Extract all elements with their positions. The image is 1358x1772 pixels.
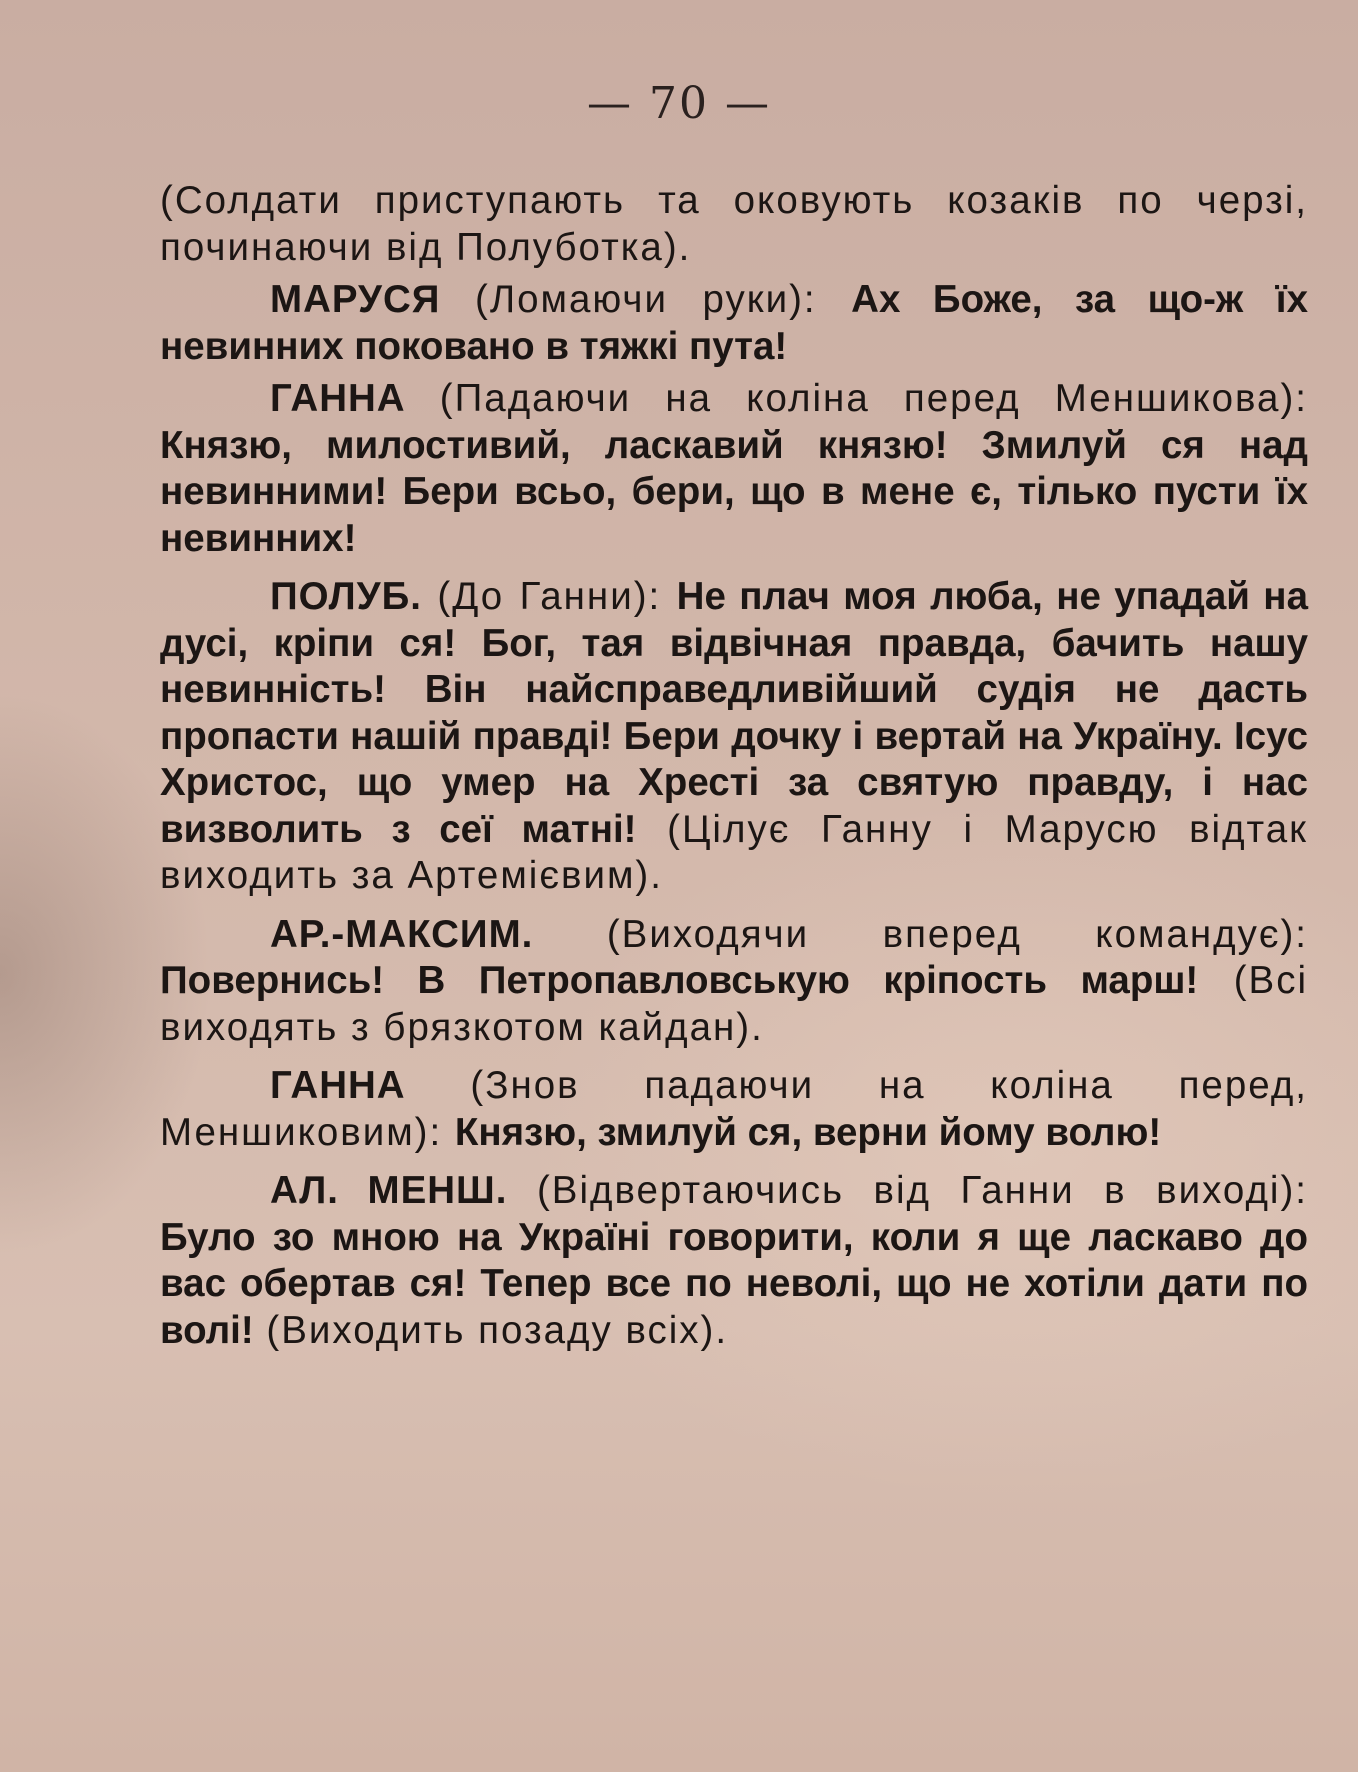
speech-text: Повернись! В Петропавловськую кріпость марш!	[160, 959, 1199, 1002]
page-number: — 70 —	[587, 78, 771, 129]
stage-direction: (Ломаючи руки):	[440, 278, 852, 321]
dialogue-paragraph-maksym	[160, 912, 1308, 1052]
dialogue-paragraph-marusia	[160, 277, 1308, 370]
stage-direction-after: (Всі виходять з брязкотом кайдан).	[160, 959, 1309, 1049]
dialogue-paragraph-hanna-2	[160, 1063, 1308, 1156]
speaker-name: ГАННА	[270, 1064, 406, 1107]
stage-direction: (Падаючи на коліна перед Меншикова):	[405, 377, 1308, 420]
speaker-name: АЛ. МЕНШ.	[270, 1169, 508, 1212]
dialogue-paragraph-mensh	[160, 1168, 1308, 1354]
stage-direction-after: (Цілує Ганну і Марусю відтак виходить за Артемієвим).	[160, 807, 1308, 897]
stage-direction: (Відвертаючись від Ганни в виході):	[507, 1169, 1308, 1212]
stage-direction-after: (Виходить позаду всіх).	[253, 1308, 729, 1352]
stage-direction: (До Ганни):	[422, 575, 677, 618]
speech-text: Не плач моя люба, не упадай на дусі, кріпи ся! Бог, тая відвічная правда, бачить нашу невинність! Він найсправедливійший судія не дасть пропасти нашій правді! Бери дочку і вертай на Україну. Ісус Христос, що умер на Хресті за святую правду, і нас визволить з сеї матні!	[160, 575, 1308, 851]
speech-text: Ах Боже, за що-ж їх невинних поковано в тяжкі пута!	[160, 278, 1308, 368]
speaker-name: ПОЛУБ.	[270, 575, 422, 618]
dialogue-paragraph-hanna	[160, 376, 1308, 562]
stage-direction: (Солдати приступають та оковують козаків по черзі, починаючи від Полуботка).	[160, 179, 1308, 269]
speaker-name: АР.-МАКСИМ.	[270, 912, 534, 956]
stage-direction-paragraph	[160, 178, 1308, 271]
speech-text: Князю, змилуй ся, верни йому волю!	[454, 1110, 1162, 1154]
play-text	[160, 178, 1308, 1360]
speaker-name: ГАННА	[270, 377, 406, 420]
speech-text: Князю, милостивий, ласкавий князю! Змилуй ся над невинними! Бери всьо, бери, що в мене є, тілько пусти їх невинних!	[160, 423, 1308, 560]
stage-direction: (Знов падаючи на коліна перед, Меншиковим):	[160, 1064, 1308, 1154]
speaker-name: МАРУСЯ	[270, 278, 441, 321]
speech-text: Було зо мною на Україні говорити, коли я ще ласкаво до вас обертав ся! Тепер все по неволі, що не хотіли дати по волі!	[160, 1215, 1308, 1352]
stage-direction: (Виходячи вперед командує):	[533, 912, 1308, 956]
dialogue-paragraph-polub	[160, 574, 1308, 900]
